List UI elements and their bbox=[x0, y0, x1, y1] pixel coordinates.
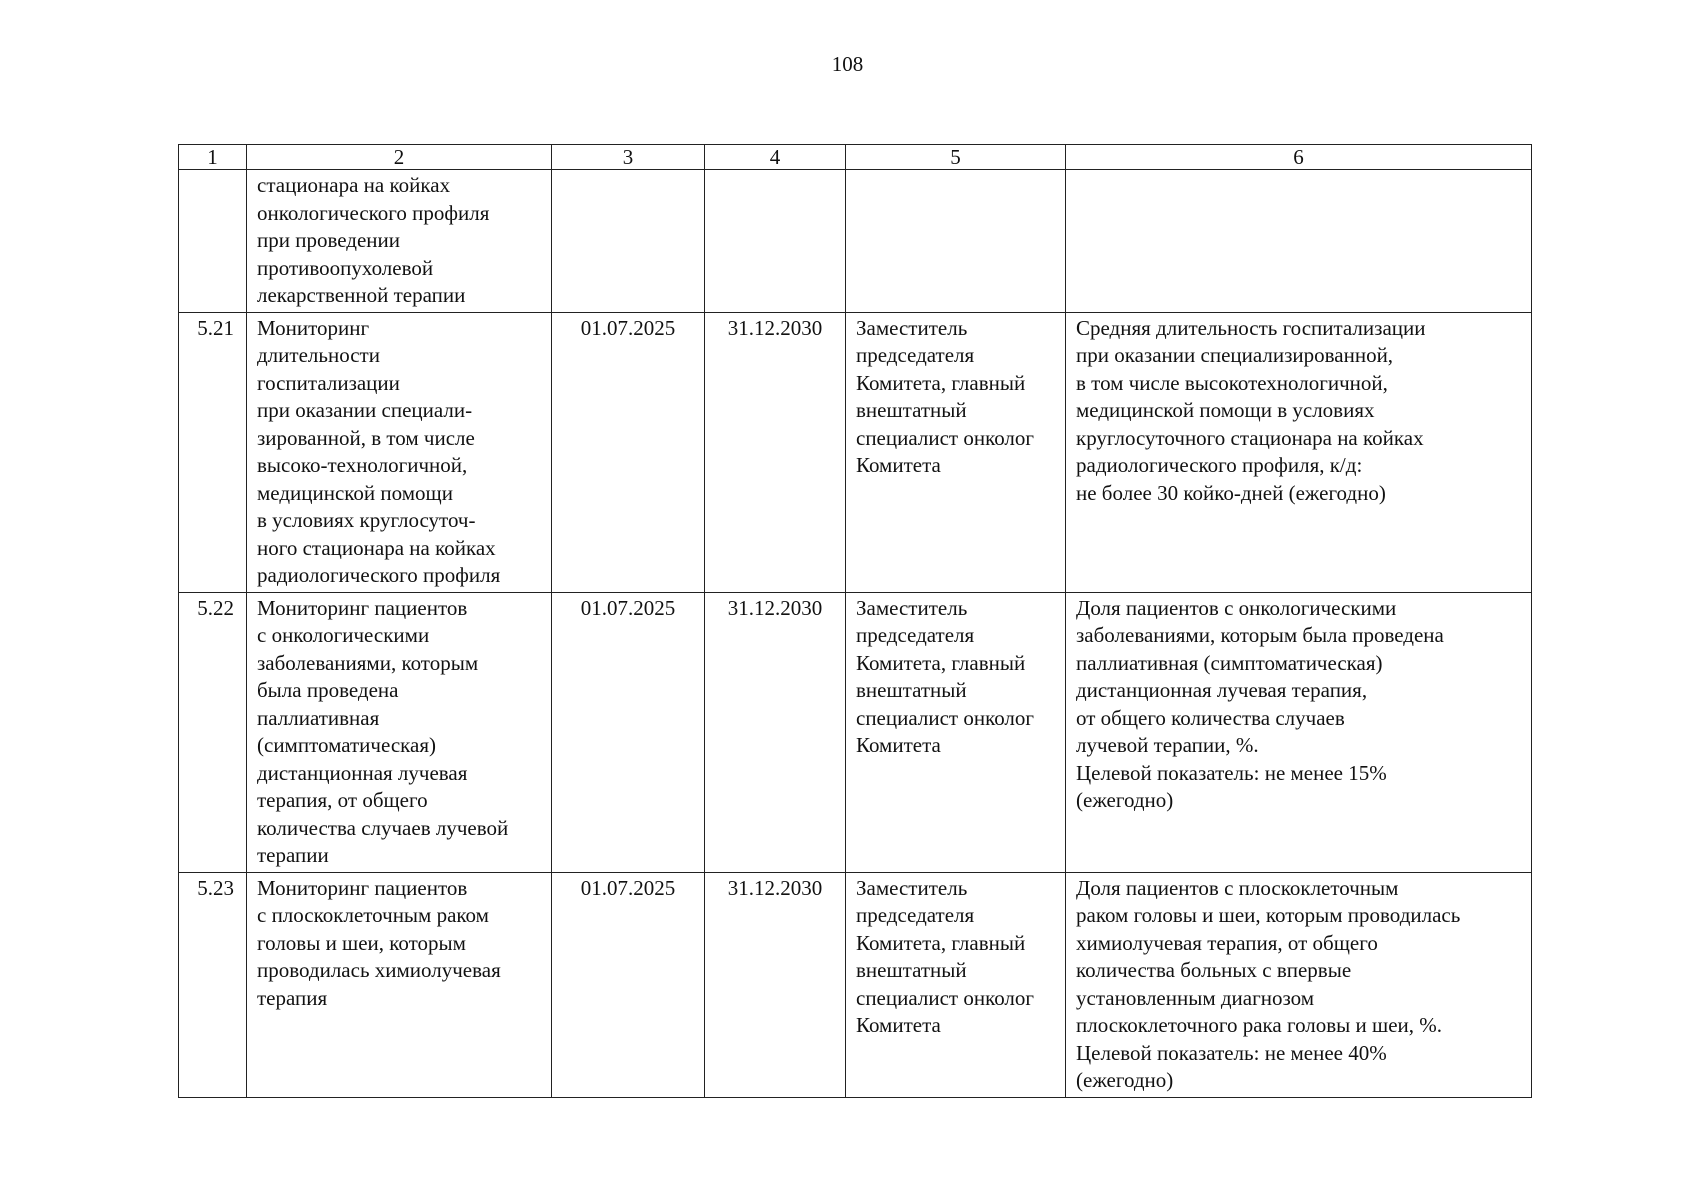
end-date: 31.12.2030 bbox=[705, 592, 846, 872]
target-indicator: Доля пациентов с плоскоклеточным раком головы и шеи, которым проводилась химиолучевая терапия, от общего количества больных с впервые установленным диагнозом плоскоклеточного рака головы и шеи, %. Целевой показатель: не менее 40% (ежегодно) bbox=[1066, 872, 1532, 1097]
page-number: 108 bbox=[831, 52, 864, 76]
start-date bbox=[552, 170, 705, 313]
end-date: 31.12.2030 bbox=[705, 872, 846, 1097]
row-number: 5.23 bbox=[179, 872, 247, 1097]
row-number bbox=[179, 170, 247, 313]
start-date: 01.07.2025 bbox=[552, 872, 705, 1097]
event-description: Мониторинг пациентов с плоскоклеточным раком головы и шеи, которым проводилась химиолучевая терапия bbox=[247, 872, 552, 1097]
start-date: 01.07.2025 bbox=[552, 312, 705, 592]
table-row bbox=[179, 592, 1532, 872]
measures-table bbox=[178, 144, 1532, 1098]
responsible-person: Заместитель председателя Комитета, главный внештатный специалист онколог Комитета bbox=[846, 592, 1066, 872]
end-date: 31.12.2030 bbox=[705, 312, 846, 592]
start-date: 01.07.2025 bbox=[552, 592, 705, 872]
target-indicator bbox=[1066, 170, 1532, 313]
row-number: 5.21 bbox=[179, 312, 247, 592]
target-indicator: Средняя длительность госпитализации при оказании специализированной, в том числе высокотехнологичной, медицинской помощи в условиях круглосуточного стационара на койках радиологического профиля, к/д: не более 30 койко-дней (ежегодно) bbox=[1066, 312, 1532, 592]
responsible-person: Заместитель председателя Комитета, главный внештатный специалист онколог Комитета bbox=[846, 312, 1066, 592]
header-cell: 4 bbox=[705, 145, 846, 170]
event-description: Мониторинг длительности госпитализации при оказании специали- зированной, в том числе высоко-технологичной, медицинской помощи в условиях круглосуточ- ного стационара на койках радиологического профиля bbox=[247, 312, 552, 592]
header-cell: 1 bbox=[179, 145, 247, 170]
header-cell: 5 bbox=[846, 145, 1066, 170]
table-row bbox=[179, 170, 1532, 313]
table-row bbox=[179, 312, 1532, 592]
event-description: Мониторинг пациентов с онкологическими заболеваниями, которым была проведена паллиативная (симптоматическая) дистанционная лучевая терапия, от общего количества случаев лучевой терапии bbox=[247, 592, 552, 872]
end-date bbox=[705, 170, 846, 313]
responsible-person: Заместитель председателя Комитета, главный внештатный специалист онколог Комитета bbox=[846, 872, 1066, 1097]
table-header-row bbox=[179, 145, 1532, 170]
header-cell: 6 bbox=[1066, 145, 1532, 170]
responsible-person bbox=[846, 170, 1066, 313]
table-row bbox=[179, 872, 1532, 1097]
header-cell: 2 bbox=[247, 145, 552, 170]
header-cell: 3 bbox=[552, 145, 705, 170]
row-number: 5.22 bbox=[179, 592, 247, 872]
event-description: стационара на койках онкологического профиля при проведении противоопухолевой лекарственной терапии bbox=[247, 170, 552, 313]
target-indicator: Доля пациентов с онкологическими заболеваниями, которым была проведена паллиативная (симптоматическая) дистанционная лучевая терапия, от общего количества случаев лучевой терапии, %. Целевой показатель: не менее 15% (ежегодно) bbox=[1066, 592, 1532, 872]
